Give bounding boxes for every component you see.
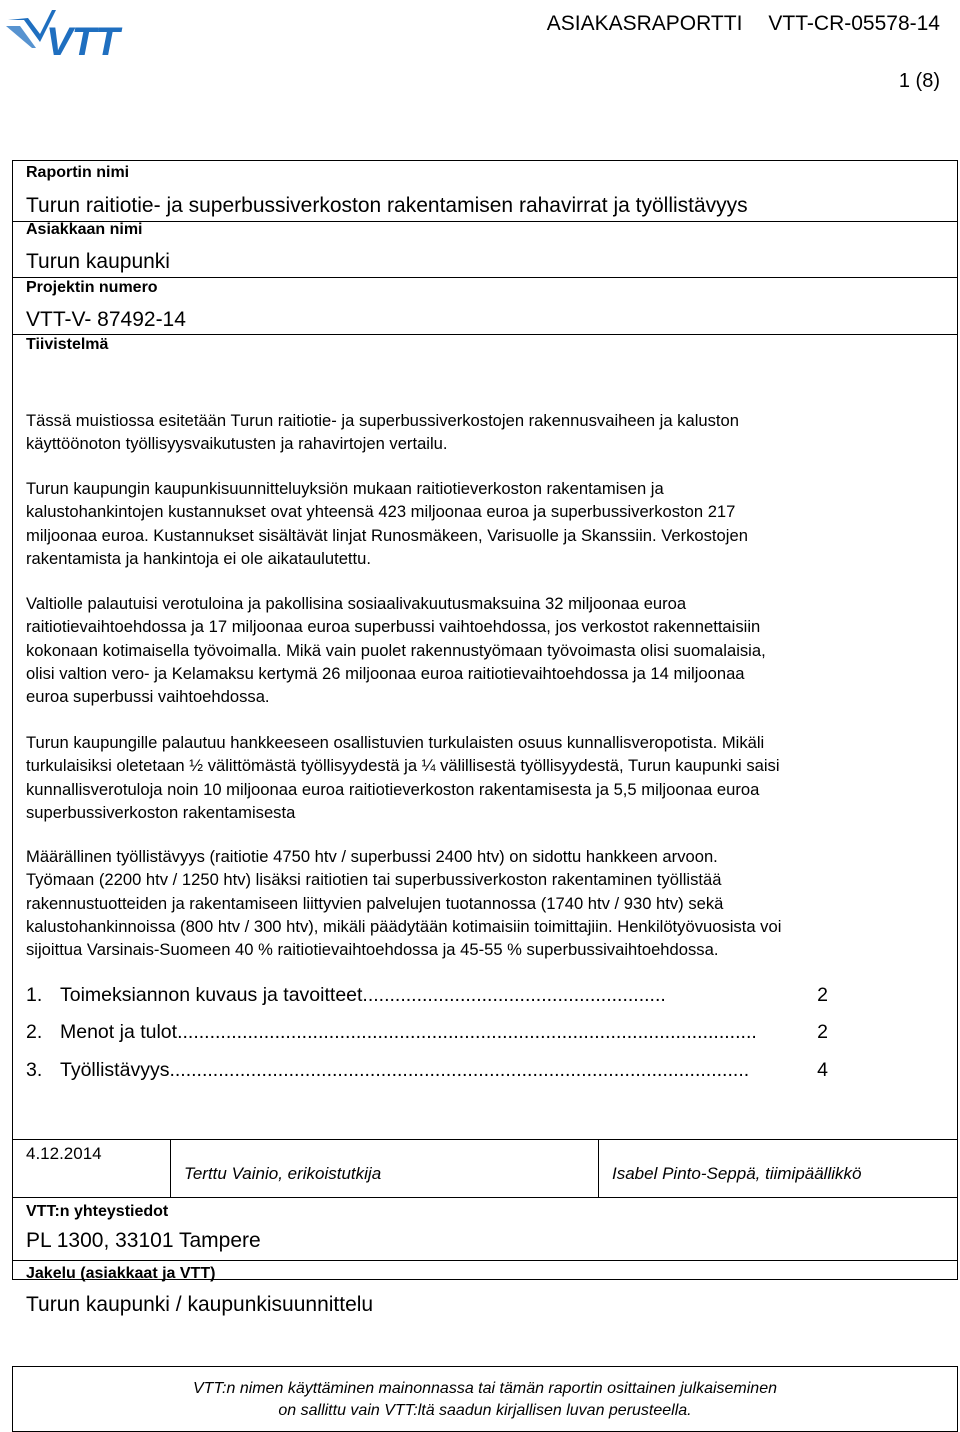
toc-page: 2 [817, 1021, 828, 1043]
text-line: rakennustuotteiden ja rakentamiseen liittyvien palvelujen tuotannossa (1740 htv / 930 htv) sekä [26, 893, 724, 913]
toc-entry[interactable] [26, 984, 828, 1007]
text-line: raitiotievaihtoehdossa ja 17 miljoonaa euroa superbussi vaihtoehdossa, jos verkostot rakennettaisiin [26, 617, 761, 637]
client-name: Turun kaupunki [26, 250, 170, 273]
toc-page: 2 [817, 984, 828, 1006]
project-number: VTT-V- 87492-14 [26, 308, 186, 331]
report-type: ASIAKASRAPORTTI [546, 12, 743, 35]
text-line: kunnallisverotuloja noin 10 miljoonaa euroa raitiotieverkoston rakentamisesta ja 5,5 miljoonaa euroa [26, 779, 760, 799]
text-line: rakentamista ja hankintoja ei ole aikataulutettu. [26, 548, 371, 568]
report-name: Turun raitiotie- ja superbussiverkoston rakentamisen rahavirrat ja työllistävyys [26, 194, 748, 217]
contact-address: PL 1300, 33101 Tampere [26, 1229, 261, 1252]
report-name-label: Raportin nimi [26, 164, 130, 181]
toc-entry[interactable] [26, 1059, 828, 1082]
toc-title: Menot ja tulot [60, 1021, 178, 1043]
text-line: Turun kaupungille palautuu hankkeeseen osallistuvien turkulaisten osuus kunnallisveropotista. Mikäli [26, 733, 765, 752]
text-line: miljoonaa euroa. Kustannukset sisältävät linjat Runosmäkeen, Varisuolle ja Skanssiin. Verkostojen [26, 525, 748, 545]
distribution-value: Turun kaupunki / kaupunkisuunnittelu [26, 1293, 374, 1316]
divider [12, 1139, 958, 1140]
text-line: kalustohankinnoissa (800 htv / 300 htv), mikäli päädytään kotimaisiin toimittajiin. Henkilötyövuosista voi [26, 916, 782, 936]
vtt-logo [6, 4, 156, 58]
distribution-label: Jakelu (asiakkaat ja VTT) [26, 1265, 216, 1282]
toc-number: 1. [26, 984, 43, 1006]
text-line: euroa superbussi vaihtoehdossa. [26, 687, 270, 707]
project-label: Projektin numero [26, 279, 158, 296]
text-line: Valtiolle palautuisi verotuloina ja pakollisina sosiaalivakuutusmaksuina 32 miljoonaa euroa [26, 594, 687, 613]
abstract-paragraph-1 [26, 409, 946, 456]
toc-number: 2. [26, 1021, 43, 1043]
abstract-paragraph-4 [26, 731, 946, 824]
client-label: Asiakkaan nimi [26, 221, 143, 238]
divider [170, 1139, 171, 1197]
toc-number: 3. [26, 1059, 43, 1081]
text-line: kalustohankintojen kustannukset ovat yhteensä 423 miljoonaa euroa ja superbussiverkoston 217 [26, 502, 736, 522]
toc-leader: ........................................................................................................... [169, 1059, 750, 1081]
divider [12, 277, 958, 278]
report-date: 4.12.2014 [26, 1144, 102, 1163]
toc-leader: ........................................................ [362, 984, 666, 1006]
text-line: kokonaan kotimaisella työvoimalla. Mikä vain puolet rakennustyömaan työvoimasta olisi suomalaisia, [26, 640, 766, 660]
report-header [547, 12, 940, 36]
logo-text: VTT [46, 20, 119, 58]
divider [12, 221, 958, 222]
toc-entry[interactable] [26, 1021, 828, 1044]
abstract-paragraph-5 [26, 845, 946, 961]
text-line: sijoittua Varsinais-Suomeen 40 % raitiotievaihtoehdossa ja 45-55 % superbussivaihtoehdossa. [26, 940, 719, 960]
text-line: superbussiverkoston rakentamisesta [26, 802, 296, 822]
text-line: turkulaisiksi oletetaan ½ välittömästä työllisyydestä ja ¼ välillisestä työllisyydestä, Turun kaupunki saisi [26, 756, 780, 776]
divider [12, 334, 958, 335]
toc-title: Toimeksiannon kuvaus ja tavoitteet [60, 984, 363, 1006]
text-line: Työmaan (2200 htv / 1250 htv) lisäksi raitiotien tai superbussiverkoston rakentaminen työllistää [26, 870, 722, 890]
divider [12, 1197, 958, 1198]
usage-notice [12, 1378, 958, 1422]
text-line: Turun kaupungin kaupunkisuunnitteluyksiön mukaan raitiotieverkoston rakentamisen ja [26, 479, 664, 498]
notice-line: on sallittu vain VTT:ltä saadun kirjallisen luvan perusteella. [278, 1402, 692, 1419]
abstract-label: Tiivistelmä [26, 336, 109, 353]
abstract-paragraph-3 [26, 592, 946, 708]
text-line: Määrällinen työllistävyys (raitiotie 4750 htv / superbussi 2400 htv) on sidottu hankkeen arvoon. [26, 847, 718, 866]
toc-title: Työllistävyys [60, 1059, 170, 1081]
toc-page: 4 [817, 1059, 828, 1081]
contact-label: VTT:n yhteystiedot [26, 1203, 169, 1220]
notice-line: VTT:n nimen käyttäminen mainonnassa tai tämän raportin osittainen julkaiseminen [193, 1380, 777, 1397]
text-line: olisi valtion vero- ja Kelamaksu kertymä 26 miljoonaa euroa raitiotievaihtoehdossa ja 14 miljoonaa [26, 663, 745, 683]
divider [12, 1260, 958, 1261]
page-number: 1 (8) [898, 70, 940, 92]
text-line: käyttöönoton työllisyysvaikutusten ja rahavirtojen vertailu. [26, 434, 448, 454]
text-line: Tässä muistiossa esitetään Turun raitiotie- ja superbussiverkostojen rakennusvaiheen ja kaluston [26, 411, 739, 430]
toc-leader: ........................................................................................................... [177, 1021, 757, 1043]
author-signature: Terttu Vainio, erikoistutkija [184, 1164, 382, 1183]
approver-signature: Isabel Pinto-Seppä, tiimipäällikkö [612, 1164, 862, 1183]
divider [598, 1139, 599, 1197]
abstract-paragraph-2 [26, 477, 946, 570]
report-id: VTT-CR-05578-14 [768, 12, 940, 35]
